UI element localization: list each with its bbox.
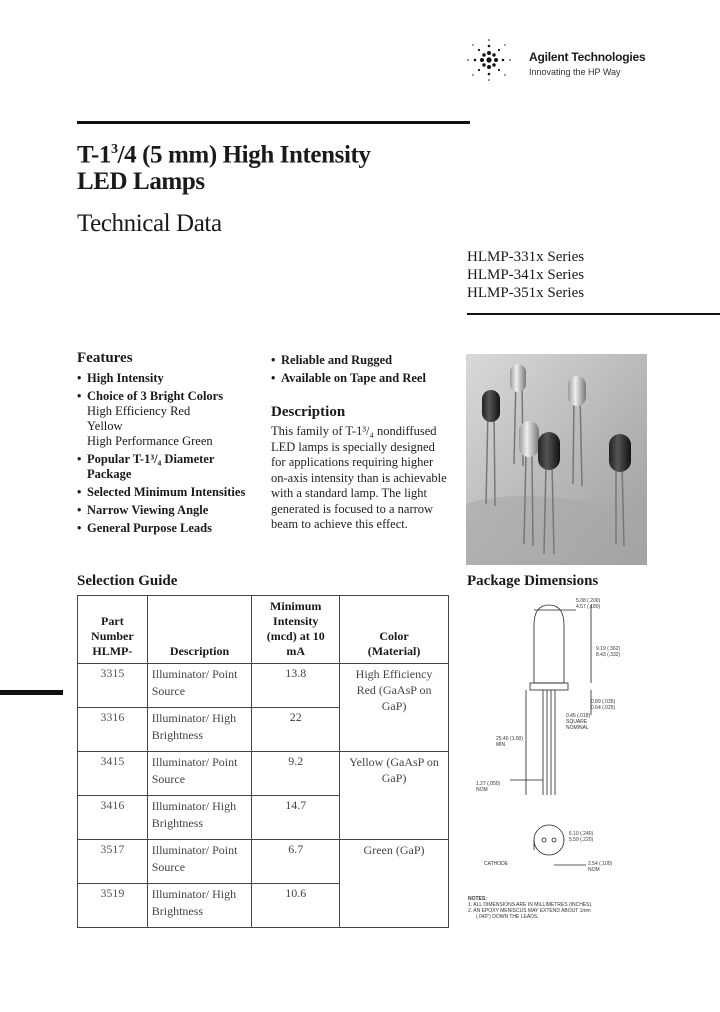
dim-lead-spacing: 2.54 (.100) NOM [588, 861, 613, 873]
cell-intensity: 22 [252, 708, 340, 752]
cell-desc: Illuminator/ High Brightness [147, 796, 252, 840]
dim-standoff: 1.27 (.050) NOM [476, 781, 501, 793]
col-header-color: Color (Material) [340, 596, 449, 664]
dim-body-len: 9.19 (.362) 8.43 (.332) [596, 646, 621, 658]
cell-intensity: 10.6 [252, 884, 340, 928]
cell-intensity: 9.2 [252, 752, 340, 796]
feature-item: • Choice of 3 Bright Colors High Efficiency Red Yellow High Performance Green [77, 389, 257, 449]
dim-lead-square: 0.45 (.018) SQUARE NOMINAL [566, 713, 591, 731]
company-tagline: Innovating the HP Way [529, 67, 621, 77]
cell-part: 3315 [78, 664, 148, 708]
cell-part: 3316 [78, 708, 148, 752]
series-line-1: HLMP-331x Series [467, 249, 585, 265]
description-text: This family of T-1³/₄ nondiffused LED lamps is specially designed for applications requiring higher on-axis intensity than is achievable with a standard lamp. The light generated is focused to a narrow beam to achieve this effect. [271, 424, 447, 531]
note-1: 1. ALL DIMENSIONS ARE IN MILLIMETRES (INCHES). [468, 902, 593, 908]
led-lamps-photo [466, 354, 647, 565]
cell-part: 3415 [78, 752, 148, 796]
right-rule [467, 313, 720, 315]
package-dimensions-heading: Package Dimensions [467, 573, 599, 589]
margin-bar [0, 690, 63, 695]
cell-intensity: 6.7 [252, 840, 340, 884]
feature-item: • Selected Minimum Intensities [77, 485, 257, 500]
dim-top-width: 5.08 (.200) 4.57 (.180) [576, 598, 601, 610]
note-2: 2. AN EPOXY MENISCUS MAY EXTEND ABOUT 1mm [468, 908, 591, 914]
agilent-spark-logo-icon [463, 36, 515, 84]
col-header-description: Description [147, 596, 252, 664]
features-heading: Features [77, 350, 133, 366]
feature-item: • High Intensity [77, 371, 257, 386]
note-2-cont: (.040") DOWN THE LEADS. [476, 914, 539, 920]
page-title: $T-1^3/4$ (5 mm) High Intensity LED Lamps [77, 141, 371, 196]
package-dimensions-drawing [466, 595, 720, 925]
dim-lead-length: 25.40 (1.00) MIN [496, 736, 523, 748]
cell-part: 3517 [78, 840, 148, 884]
feature-item: • Reliable and Rugged [271, 353, 461, 368]
selection-guide-table [77, 595, 449, 928]
top-rule [77, 121, 470, 124]
cell-color: Yellow (GaAsP on GaP) [340, 752, 449, 840]
dim-diameter: 6.10 (.240) 5.59 (.220) [569, 831, 594, 843]
series-line-2: HLMP-341x Series [467, 267, 585, 283]
description-heading: Description [271, 404, 346, 420]
cell-color: Green (GaP) [340, 840, 449, 928]
cell-part: 3519 [78, 884, 148, 928]
cell-desc: Illuminator/ Point Source [147, 664, 252, 708]
company-name: Agilent Technologies [529, 50, 646, 64]
notes-heading: NOTES: [468, 896, 487, 902]
col-header-part: Part Number HLMP- [78, 596, 148, 664]
col-header-intensity: Minimum Intensity (mcd) at 10 mA [252, 596, 340, 664]
feature-sub: High Performance Green [87, 434, 213, 448]
dim-cathode-label: CATHODE [484, 861, 509, 867]
feature-sub: Yellow [87, 419, 123, 433]
cell-desc: Illuminator/ High Brightness [147, 708, 252, 752]
cell-desc: Illuminator/ Point Source [147, 840, 252, 884]
cell-intensity: 14.7 [252, 796, 340, 840]
feature-item: • Available on Tape and Reel [271, 371, 461, 386]
cell-color: High Efficiency Red (GaAsP on GaP) [340, 664, 449, 752]
series-line-3: HLMP-351x Series [467, 285, 585, 301]
selection-guide-heading: Selection Guide [77, 573, 178, 589]
feature-item: • Narrow Viewing Angle [77, 503, 257, 518]
cell-part: 3416 [78, 796, 148, 840]
feature-item: • General Purpose Leads [77, 521, 257, 536]
page-subtitle: Technical Data [77, 210, 222, 237]
feature-item: • Popular T-1³/₄ Diameter Package [77, 452, 257, 482]
dim-flange: 0.89 (.035) 0.64 (.025) [591, 699, 616, 711]
cell-desc: Illuminator/ Point Source [147, 752, 252, 796]
features-list-right [271, 353, 461, 389]
features-list [77, 371, 257, 539]
cell-intensity: 13.8 [252, 664, 340, 708]
cell-desc: Illuminator/ High Brightness [147, 884, 252, 928]
feature-sub: High Efficiency Red [87, 404, 191, 418]
